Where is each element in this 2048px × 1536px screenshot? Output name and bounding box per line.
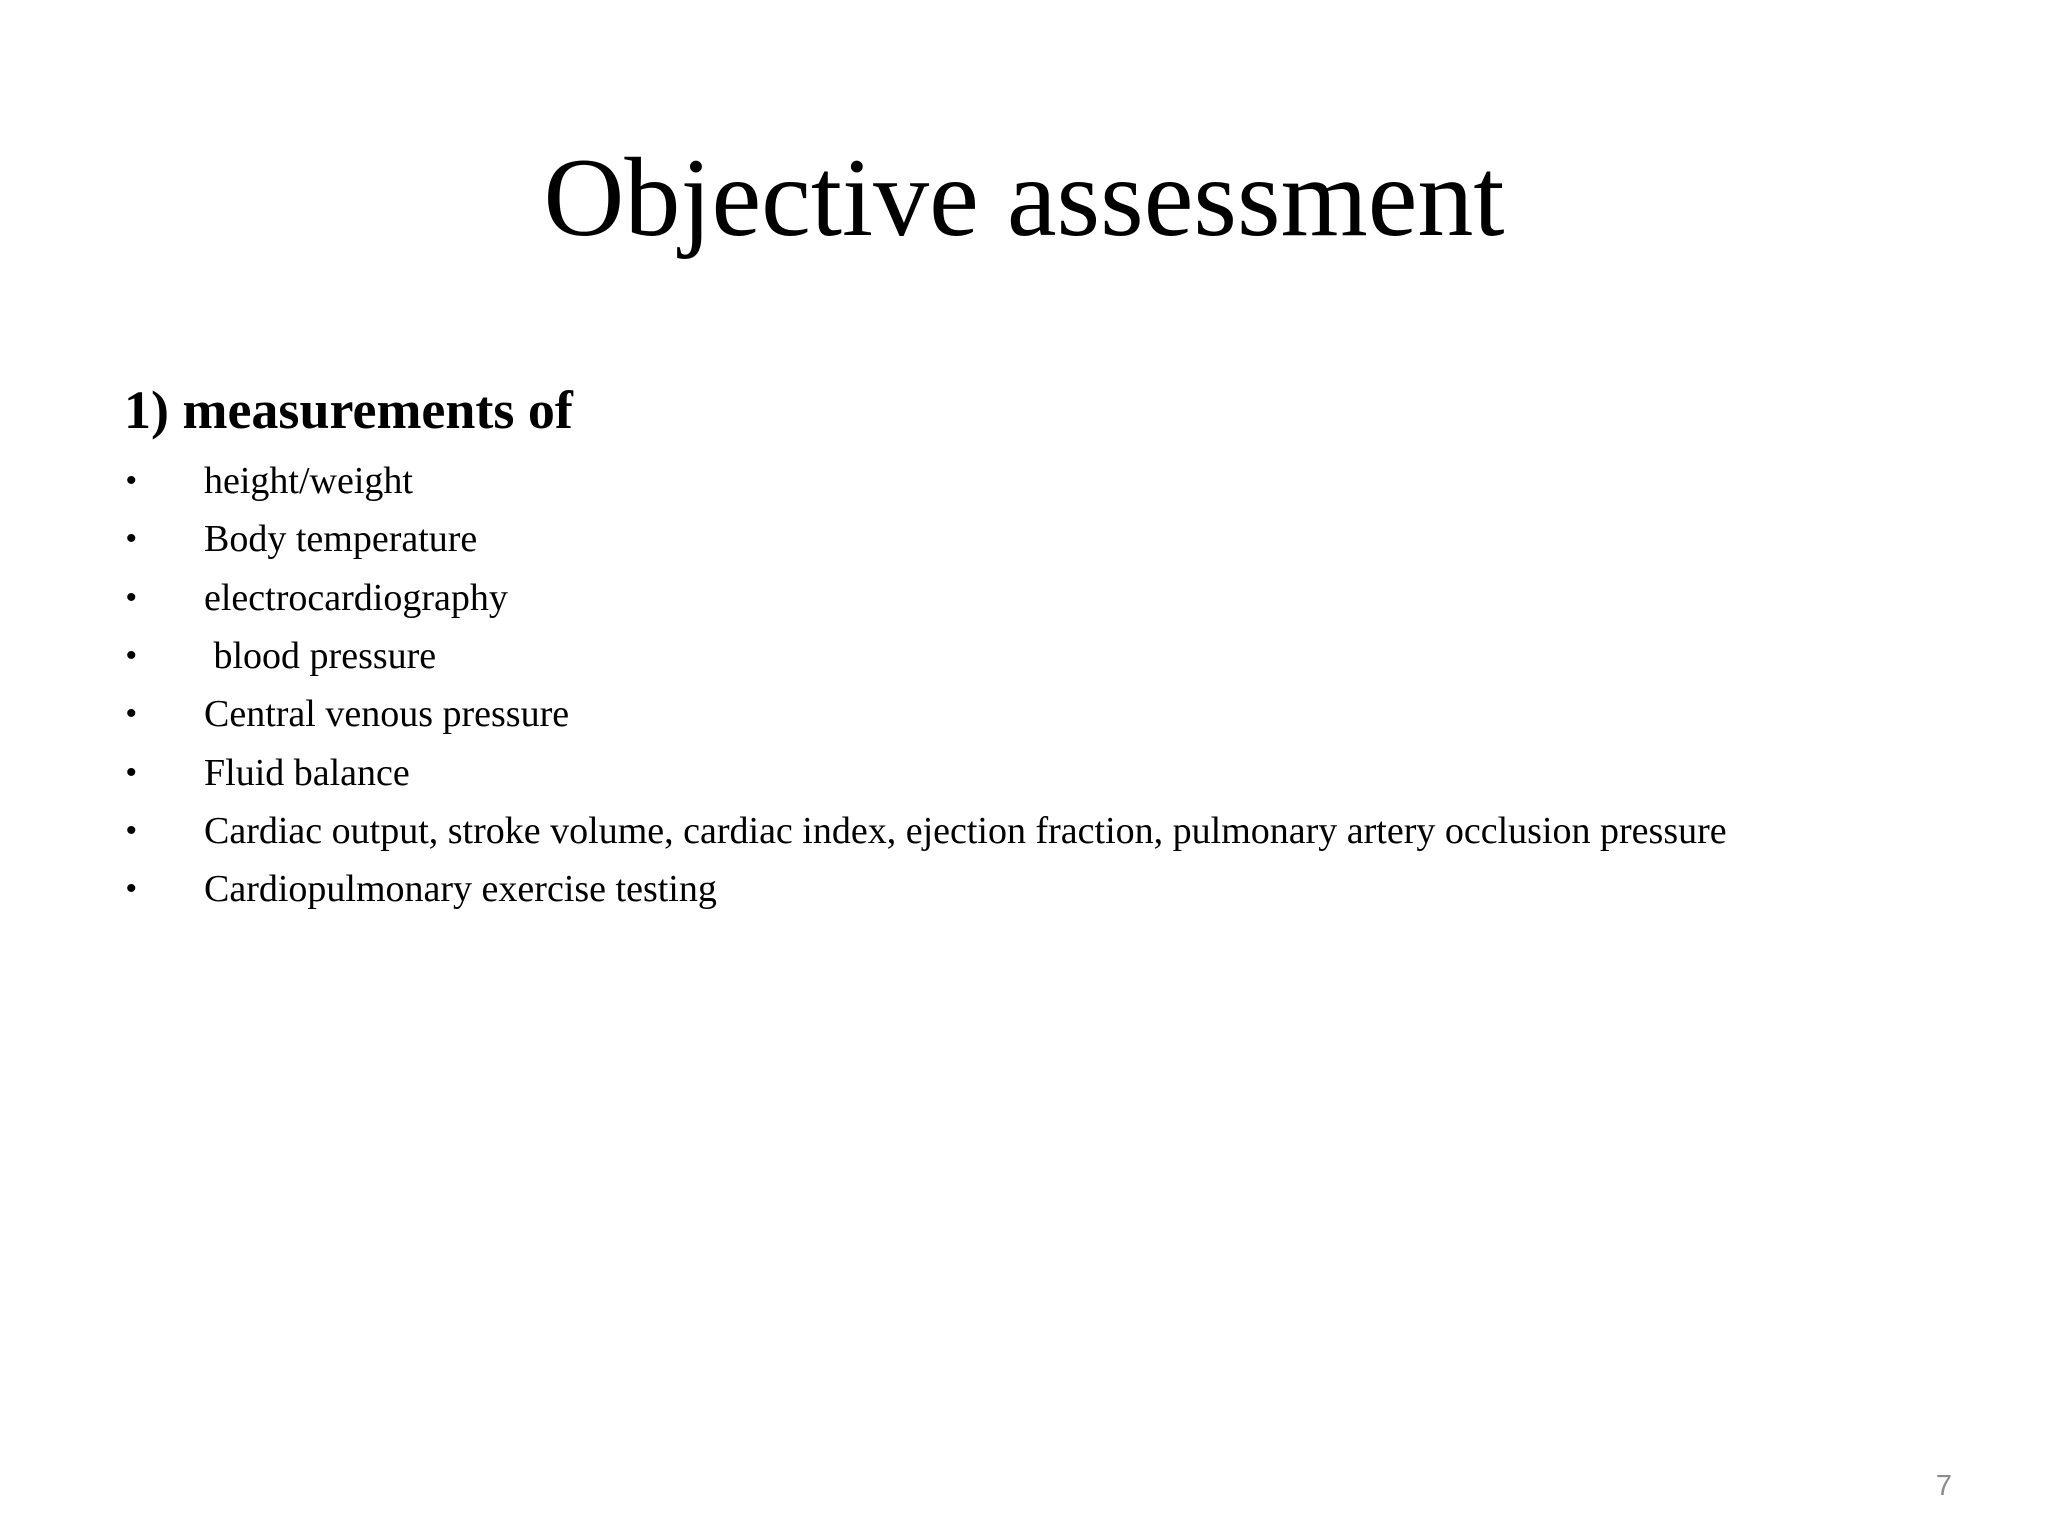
slide-title: Objective assessment [543,136,1505,260]
bullet-icon: • [126,522,137,556]
list-item-text: Cardiopulmonary exercise testing [204,868,717,911]
page-number: 7 [1935,1470,1952,1502]
bullet-icon: • [126,872,137,906]
bullet-icon: • [126,813,137,847]
list-item [124,802,1727,860]
section-subheading: 1) measurements of [124,380,573,440]
list-item-text: Fluid balance [204,751,410,794]
list-item-text: Central venous pressure [204,693,570,736]
list-item [124,569,1727,627]
list-item [124,685,1727,743]
list-item-text: Body temperature [204,518,478,561]
bullet-icon: • [126,464,137,498]
list-item [124,452,1727,510]
list-item [124,510,1727,568]
bullet-icon: • [126,580,137,614]
list-item [124,627,1727,685]
bullet-icon: • [126,697,137,731]
list-item-text: Cardiac output, stroke volume, cardiac index, ejection fraction, pulmonary artery occlusion pressure [204,809,1727,852]
list-item-text: blood pressure [204,635,437,678]
list-item-text: height/weight [204,460,413,503]
bullet-icon: • [126,639,137,673]
bullet-icon: • [126,755,137,789]
list-item [124,860,1727,918]
bullet-list [124,452,1727,918]
list-item [124,743,1727,801]
list-item-text: electrocardiography [204,576,508,619]
